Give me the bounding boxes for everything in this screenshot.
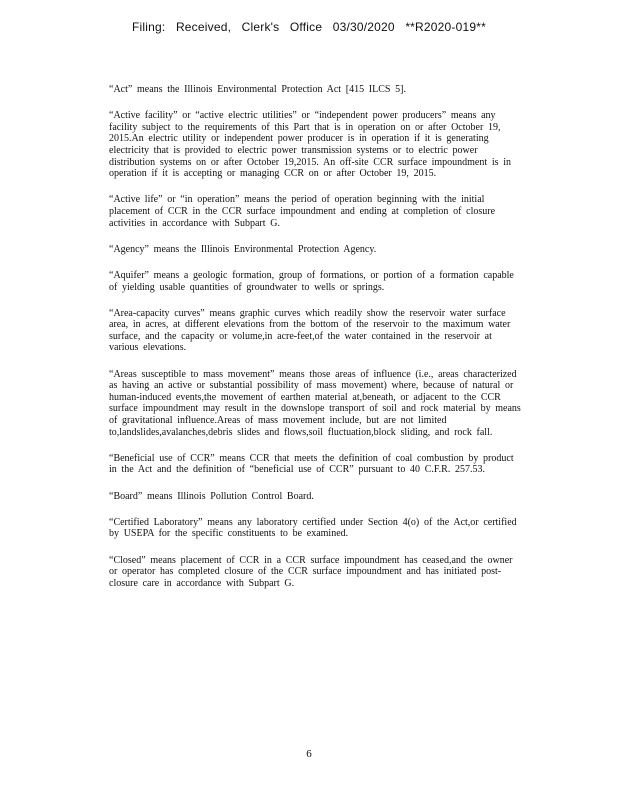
definition-aquifer: “Aquifer” means a geologic formation, group of formations, or portion of a formation capable of yielding usable quantities of groundwater to wells or springs.: [109, 269, 514, 293]
definition-board: “Board” means Illinois Pollution Control Board.: [109, 490, 314, 502]
definition-active-facility: “Active facility” or “active electric utilities” or “independent power producers” means any facility subject to the requirements of this Part that is in operation on or after October 19, 2015.An electric utility or independent power producer is in operation if it is generating electricity that is provided to electric power transmission systems or to electric power distribution systems on or after October 19,2015. An off-site CCR surface impoundment is in operation if it is accepting or managing CCR on or after October 19, 2015.: [109, 110, 511, 180]
definition-agency: “Agency” means the Illinois Environmental Protection Agency.: [109, 243, 377, 255]
page-number: 6: [306, 748, 312, 760]
definition-closed: “Closed” means placement of CCR in a CCR surface impoundment has ceased,and the owner or operator has completed closure of the CCR surface impoundment and has initiated post-closure care in accordance with Subpart G.: [109, 554, 513, 589]
filing-header: Filing: Received, Clerk's Office 03/30/2020 **R2020-019**: [132, 20, 486, 34]
definition-area-capacity-curves: “Area-capacity curves” means graphic curves which readily show the reservoir water surface area, in acres, at different elevations from the bottom of the reservoir to the maximum water surface, and the capacity or volume,in acre-feet,of the water contained in the reservoir at various elevations.: [109, 307, 511, 354]
document-body: [109, 84, 525, 604]
definition-act: “Act” means the Illinois Environmental Protection Act [415 ILCS 5].: [109, 84, 406, 95]
definition-certified-laboratory: “Certified Laboratory” means any laboratory certified under Section 4(o) of the Act,or certified by USEPA for the specific constituents to be examined.: [109, 516, 517, 540]
definition-areas-susceptible-mass-movement: “Areas susceptible to mass movement” means those areas of influence (i.e., areas characterized as having an active or substantial possibility of mass movement) where, because of natural or human-induced events,the movement of earthen material at,beneath, or adjacent to the CCR surface impoundment may result in the downslope transport of soil and rock material by means of gravitational influence.Areas of mass movement include, but are not limited to,landslides,avalanches,debris slides and flows,soil fluctuation,block sliding, and rock fall.: [109, 368, 521, 438]
definition-active-life: “Active life” or “in operation” means the period of operation beginning with the initial placement of CCR in the CCR surface impoundment and ending at completion of closure activities in accordance with Subpart G.: [109, 194, 496, 229]
definition-beneficial-use-ccr: “Beneficial use of CCR” means CCR that meets the definition of coal combustion by product in the Act and the definition of “beneficial use of CCR” pursuant to 40 C.F.R. 257.53.: [109, 452, 514, 476]
